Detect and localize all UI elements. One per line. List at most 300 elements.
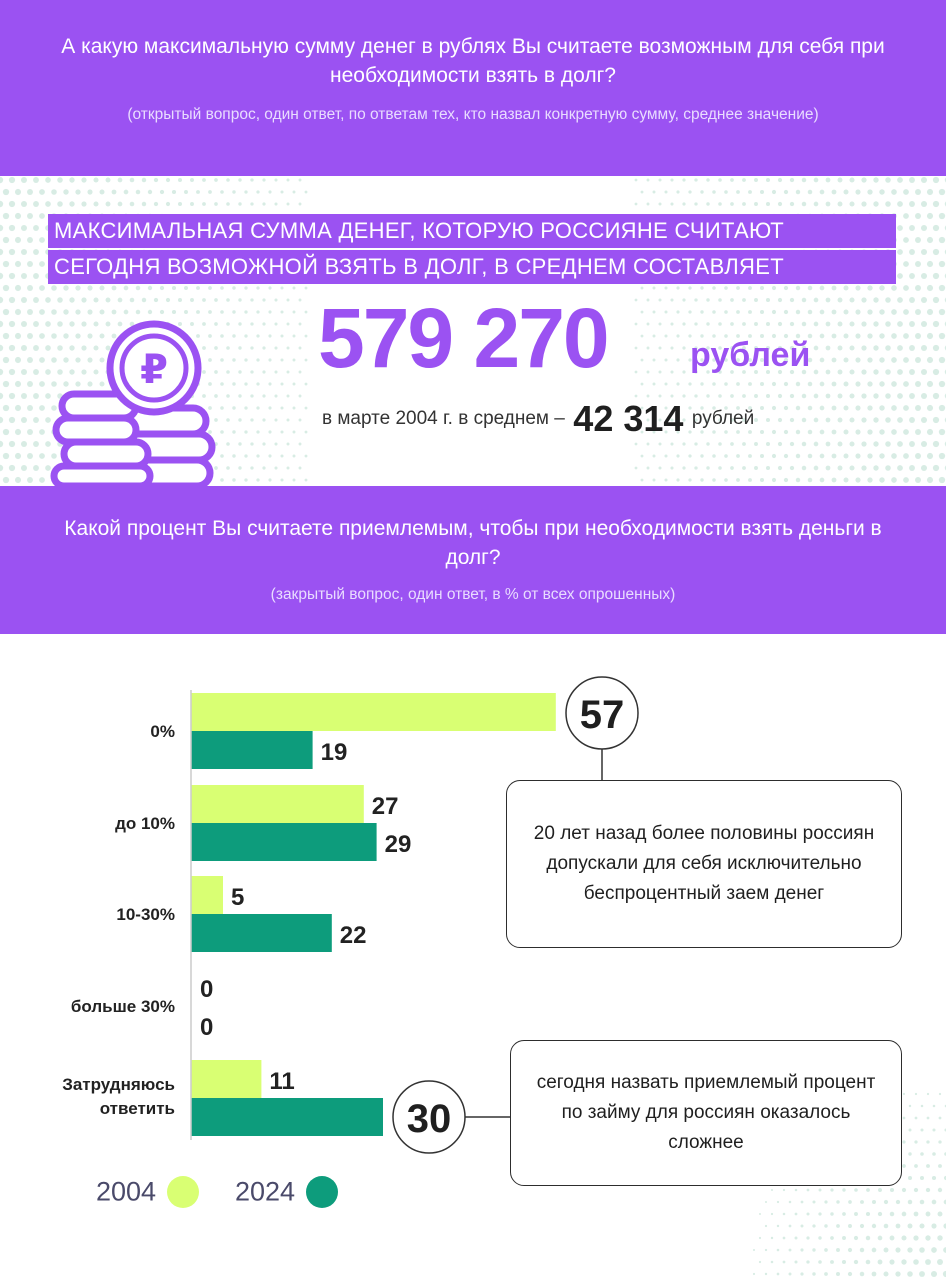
pattern-dot [664, 382, 667, 385]
pattern-dot [879, 333, 884, 338]
pattern-dot [808, 286, 813, 291]
pattern-dot [818, 1260, 822, 1264]
pattern-dot [736, 286, 740, 290]
pattern-dot [63, 189, 68, 194]
pattern-dot [925, 1235, 930, 1240]
pattern-dot [118, 298, 123, 303]
pattern-dot [45, 177, 51, 183]
pattern-dot [75, 285, 80, 290]
pattern-dot [772, 190, 776, 194]
pattern-dot [262, 322, 265, 325]
pattern-dot [861, 201, 866, 206]
pattern-dot [3, 189, 9, 195]
pattern-dot [849, 201, 854, 206]
value-label-2024: 19 [320, 739, 348, 766]
pattern-dot [274, 298, 277, 301]
pattern-dot [760, 478, 764, 482]
pattern-dot [33, 297, 39, 303]
pattern-dot [921, 345, 927, 351]
bar-2024 [191, 1098, 383, 1136]
pattern-dot [778, 418, 782, 422]
pattern-dot [238, 178, 241, 181]
pattern-dot [748, 382, 752, 386]
pattern-dot [659, 203, 662, 206]
pattern-dot [802, 442, 806, 446]
pattern-dot [919, 1247, 925, 1253]
pattern-dot [866, 1260, 871, 1265]
pattern-dot [112, 286, 117, 291]
pattern-dot [790, 394, 794, 398]
pattern-dot [190, 298, 194, 302]
pattern-dot [736, 478, 740, 482]
pattern-dot [807, 1189, 810, 1192]
pattern-dot [226, 442, 230, 446]
pattern-dot [778, 178, 782, 182]
pattern-dot [742, 202, 746, 206]
pattern-dot [766, 442, 770, 446]
pattern-dot [274, 346, 277, 349]
pattern-dot [641, 455, 644, 458]
pattern-dot [305, 455, 308, 458]
pattern-dot [765, 1201, 767, 1203]
pattern-dot [919, 1271, 925, 1277]
pattern-dot [57, 201, 63, 207]
pattern-dot [166, 298, 170, 302]
pattern-dot [849, 297, 854, 302]
pattern-dot [39, 405, 45, 411]
pattern-dot [0, 465, 3, 471]
pattern-dot [849, 345, 854, 350]
pattern-dot [3, 309, 9, 315]
pattern-dot [808, 310, 813, 315]
pattern-dot [838, 298, 843, 303]
pattern-dot [795, 1237, 798, 1240]
pattern-dot [867, 285, 872, 290]
pattern-dot [0, 321, 3, 327]
pattern-dot [51, 189, 57, 195]
pattern-dot [160, 190, 164, 194]
pattern-dot [724, 286, 728, 290]
pattern-dot [39, 357, 45, 363]
pattern-dot [21, 417, 27, 423]
pattern-dot [736, 190, 740, 194]
pattern-dot [844, 430, 849, 435]
pattern-dot [287, 323, 290, 326]
pattern-dot [765, 1273, 767, 1275]
pattern-dot [873, 417, 878, 422]
pattern-dot [861, 417, 866, 422]
pattern-dot [33, 465, 39, 471]
pattern-dot [0, 201, 3, 207]
pattern-dot [226, 178, 230, 182]
pattern-dot [659, 371, 662, 374]
pattern-dot [641, 191, 644, 194]
pattern-dot [226, 322, 230, 326]
pattern-dot [784, 454, 788, 458]
pattern-dot [939, 477, 945, 483]
pattern-dot [287, 179, 290, 182]
legend-item-2004 [96, 1176, 199, 1208]
pattern-dot [885, 177, 891, 183]
pattern-dot [778, 322, 782, 326]
pattern-dot [256, 286, 259, 289]
pattern-dot [232, 382, 235, 385]
pattern-dot [915, 357, 921, 363]
pattern-dot [844, 334, 849, 339]
pattern-dot [909, 321, 915, 327]
pattern-dot [754, 418, 758, 422]
pattern-dot [915, 213, 921, 219]
pattern-dot [777, 1273, 780, 1276]
pattern-dot [250, 298, 253, 301]
pattern-dot [27, 213, 33, 219]
pattern-dot [796, 310, 800, 314]
pattern-dot [57, 177, 63, 183]
pattern-dot [93, 201, 98, 206]
pattern-dot [226, 418, 230, 422]
pattern-dot [202, 298, 206, 302]
pattern-dot [3, 261, 9, 267]
pattern-dot [238, 322, 241, 325]
pattern-dot [33, 393, 39, 399]
pattern-dot [879, 477, 884, 482]
pattern-dot [885, 321, 891, 327]
pattern-dot [772, 406, 776, 410]
bar-2004 [191, 693, 556, 731]
pattern-dot [927, 333, 933, 339]
pattern-dot [878, 1260, 883, 1265]
pattern-dot [866, 1212, 870, 1216]
pattern-dot [27, 405, 33, 411]
pattern-dot [27, 357, 33, 363]
pattern-dot [939, 285, 945, 291]
pattern-dot [160, 286, 164, 290]
pattern-dot [712, 454, 716, 458]
pattern-dot [299, 395, 302, 398]
pattern-dot [808, 478, 813, 483]
headline-line-2: СЕГОДНЯ ВОЗМОЖНОЙ ВЗЯТЬ В ДОЛГ, В СРЕДНЕМ СОСТАВЛЯЕТ [48, 250, 896, 284]
pattern-dot [635, 299, 638, 302]
pattern-dot [742, 322, 746, 326]
pattern-dot [927, 405, 933, 411]
pattern-dot [27, 261, 33, 267]
bar-2004 [191, 785, 364, 823]
pattern-dot [777, 1201, 779, 1203]
comparison-prefix: в марте 2004 г. в среднем – [322, 408, 565, 429]
pattern-dot [897, 345, 903, 351]
pattern-dot [220, 310, 224, 314]
pattern-dot [33, 345, 39, 351]
ruble-sign: ₽ [140, 347, 168, 393]
pattern-dot [676, 358, 679, 361]
pattern-dot [789, 1201, 792, 1204]
pattern-dot [933, 465, 939, 471]
pattern-dot [9, 465, 15, 471]
pattern-dot [903, 261, 909, 267]
pattern-dot [765, 1225, 767, 1227]
pattern-dot [27, 381, 33, 387]
pattern-dot [844, 406, 849, 411]
highlight-value-30: 30 [406, 1097, 452, 1141]
pattern-dot [3, 429, 9, 435]
pattern-dot [866, 1236, 870, 1240]
pattern-dot [915, 237, 921, 243]
pattern-dot [238, 202, 241, 205]
pattern-dot [256, 478, 259, 481]
pattern-dot [299, 347, 302, 350]
pattern-dot [706, 322, 709, 325]
pattern-dot [897, 297, 903, 303]
pattern-dot [891, 189, 897, 195]
pattern-dot [27, 309, 33, 315]
pattern-dot [712, 382, 716, 386]
pattern-dot [939, 405, 945, 411]
pattern-dot [57, 297, 63, 303]
pattern-dot [867, 189, 872, 194]
pattern-dot [754, 322, 758, 326]
question-2-note: (закрытый вопрос, один ответ, в % от всех опрошенных) [270, 586, 676, 603]
pattern-dot [280, 430, 283, 433]
pattern-dot [647, 467, 650, 470]
pattern-dot [878, 1188, 882, 1192]
pattern-dot [778, 394, 782, 398]
pattern-dot [772, 478, 776, 482]
pattern-dot [208, 286, 212, 290]
pattern-dot [647, 323, 650, 326]
pattern-dot [124, 190, 129, 195]
pattern-dot [39, 309, 45, 315]
pattern-dot [256, 358, 259, 361]
pattern-dot [293, 191, 296, 194]
pattern-dot [824, 1272, 828, 1276]
pattern-dot [676, 286, 679, 289]
pattern-dot [896, 1200, 900, 1204]
pattern-dot [838, 202, 843, 207]
pattern-dot [903, 429, 909, 435]
pattern-dot [820, 382, 825, 387]
pattern-dot [753, 1273, 755, 1275]
pattern-dot [647, 299, 650, 302]
pattern-dot [21, 177, 27, 183]
comparison-unit: рублей [691, 408, 755, 429]
pattern-dot [913, 1259, 919, 1265]
pattern-dot [3, 405, 9, 411]
pattern-dot [866, 1188, 870, 1192]
pattern-dot [694, 466, 697, 469]
pattern-dot [635, 395, 638, 398]
pattern-dot [244, 310, 247, 313]
pattern-dot [873, 369, 878, 374]
pattern-dot [250, 394, 253, 397]
pattern-dot [896, 1224, 901, 1229]
pattern-dot [826, 442, 831, 447]
pattern-dot [268, 334, 271, 337]
pattern-dot [838, 346, 843, 351]
pattern-dot [901, 1235, 906, 1240]
pattern-dot [832, 478, 837, 483]
pattern-dot [796, 478, 800, 482]
pattern-dot [250, 442, 253, 445]
pattern-dot [915, 453, 921, 459]
pattern-dot [931, 1247, 937, 1253]
pattern-dot [118, 202, 123, 207]
pattern-dot [808, 406, 813, 411]
pattern-dot [220, 286, 224, 290]
pattern-dot [238, 442, 241, 445]
pattern-dot [27, 237, 33, 243]
pattern-dot [844, 310, 849, 315]
pattern-dot [706, 298, 709, 301]
pattern-dot [800, 1248, 803, 1251]
pattern-dot [280, 382, 283, 385]
pattern-dot [812, 1248, 815, 1251]
pattern-dot [849, 393, 854, 398]
pattern-dot [27, 333, 33, 339]
pattern-dot [765, 1249, 767, 1251]
pattern-dot [712, 310, 716, 314]
pattern-dot [760, 406, 764, 410]
pattern-dot [736, 382, 740, 386]
pattern-dot [742, 178, 746, 182]
pattern-dot [872, 1272, 877, 1277]
pattern-dot [855, 453, 860, 458]
pattern-dot [926, 1212, 931, 1217]
pattern-dot [789, 1225, 792, 1228]
pattern-dot [897, 321, 903, 327]
pattern-dot [100, 310, 105, 315]
pattern-dot [287, 467, 290, 470]
question-2-text: Какой процент Вы считаете приемлемым, чтобы при необходимости взять деньги в долг? [64, 517, 882, 569]
pattern-dot [838, 370, 843, 375]
pattern-dot [635, 347, 638, 350]
pattern-dot [861, 393, 866, 398]
pattern-dot [75, 309, 80, 314]
pattern-dot [3, 381, 9, 387]
pattern-dot [802, 202, 806, 206]
pattern-dot [754, 202, 758, 206]
pattern-dot [844, 358, 849, 363]
pattern-dot [872, 1248, 877, 1253]
pattern-dot [849, 417, 854, 422]
pattern-dot [718, 178, 722, 182]
pattern-dot [232, 358, 235, 361]
pattern-dot [854, 1260, 858, 1264]
pattern-dot [820, 430, 825, 435]
pattern-dot [232, 334, 235, 337]
pattern-dot [826, 394, 831, 399]
pattern-dot [33, 321, 39, 327]
pattern-dot [268, 406, 271, 409]
pattern-dot [232, 406, 235, 409]
pattern-dot [700, 190, 703, 193]
pattern-dot [112, 190, 117, 195]
pattern-dot [196, 286, 200, 290]
pattern-dot [796, 286, 800, 290]
value-label-2004: 5 [231, 884, 245, 911]
pattern-dot [921, 297, 927, 303]
pattern-dot [903, 381, 909, 387]
pattern-dot [262, 346, 265, 349]
pattern-dot [256, 310, 259, 313]
pattern-dot [927, 477, 933, 483]
pattern-dot [848, 1272, 852, 1276]
pattern-dot [861, 465, 866, 470]
pattern-dot [268, 310, 271, 313]
pattern-dot [688, 454, 691, 457]
pattern-dot [136, 190, 141, 195]
pattern-dot [112, 310, 117, 315]
pattern-dot [664, 190, 667, 193]
pattern-dot [682, 202, 685, 205]
pattern-dot [706, 202, 709, 205]
pattern-dot [15, 405, 21, 411]
question-1-band [0, 0, 946, 176]
pattern-dot [21, 201, 27, 207]
pattern-dot [931, 1271, 937, 1277]
pattern-dot [933, 321, 939, 327]
pattern-dot [915, 405, 921, 411]
pattern-dot [814, 202, 819, 207]
pattern-dot [81, 297, 86, 302]
pattern-dot [902, 1188, 906, 1192]
pattern-dot [220, 382, 224, 386]
pattern-dot [844, 286, 849, 291]
pattern-dot [867, 357, 872, 362]
pattern-dot [0, 441, 3, 447]
pattern-dot [3, 237, 9, 243]
pattern-dot [9, 249, 15, 255]
pattern-dot [676, 382, 679, 385]
pattern-dot [299, 443, 302, 446]
average-amount-unit: рублей [690, 336, 811, 374]
pattern-dot [808, 454, 813, 459]
pattern-dot [790, 418, 794, 422]
pattern-dot [33, 369, 39, 375]
pattern-dot [688, 478, 691, 481]
pattern-dot [897, 177, 903, 183]
pattern-dot [682, 346, 685, 349]
pattern-dot [915, 189, 921, 195]
value-label-2004: 11 [269, 1068, 295, 1095]
pattern-dot [250, 178, 253, 181]
pattern-dot [820, 334, 825, 339]
pattern-dot [848, 1248, 852, 1252]
pattern-dot [885, 393, 891, 399]
pattern-dot [806, 1236, 809, 1239]
question-1-text: А какую максимальную сумму денег в рублях Вы считаете возможным для себя при необходимости взять в долг? [61, 35, 885, 87]
pattern-dot [760, 190, 764, 194]
pattern-dot [855, 333, 860, 338]
pattern-dot [299, 371, 302, 374]
pattern-dot [795, 1213, 798, 1216]
pattern-dot [883, 1271, 888, 1276]
pattern-dot [814, 394, 819, 399]
pattern-dot [867, 381, 872, 386]
pattern-dot [238, 370, 241, 373]
pattern-dot [220, 334, 224, 338]
pattern-dot [915, 477, 921, 483]
pattern-dot [81, 201, 86, 206]
pattern-dot [730, 466, 734, 470]
pattern-dot [305, 287, 308, 290]
pattern-dot [653, 335, 656, 338]
pattern-dot [172, 190, 176, 194]
pattern-dot [676, 190, 679, 193]
pattern-dot [913, 1235, 918, 1240]
pattern-dot [855, 309, 860, 314]
pattern-dot [849, 177, 854, 182]
pattern-dot [305, 335, 308, 338]
